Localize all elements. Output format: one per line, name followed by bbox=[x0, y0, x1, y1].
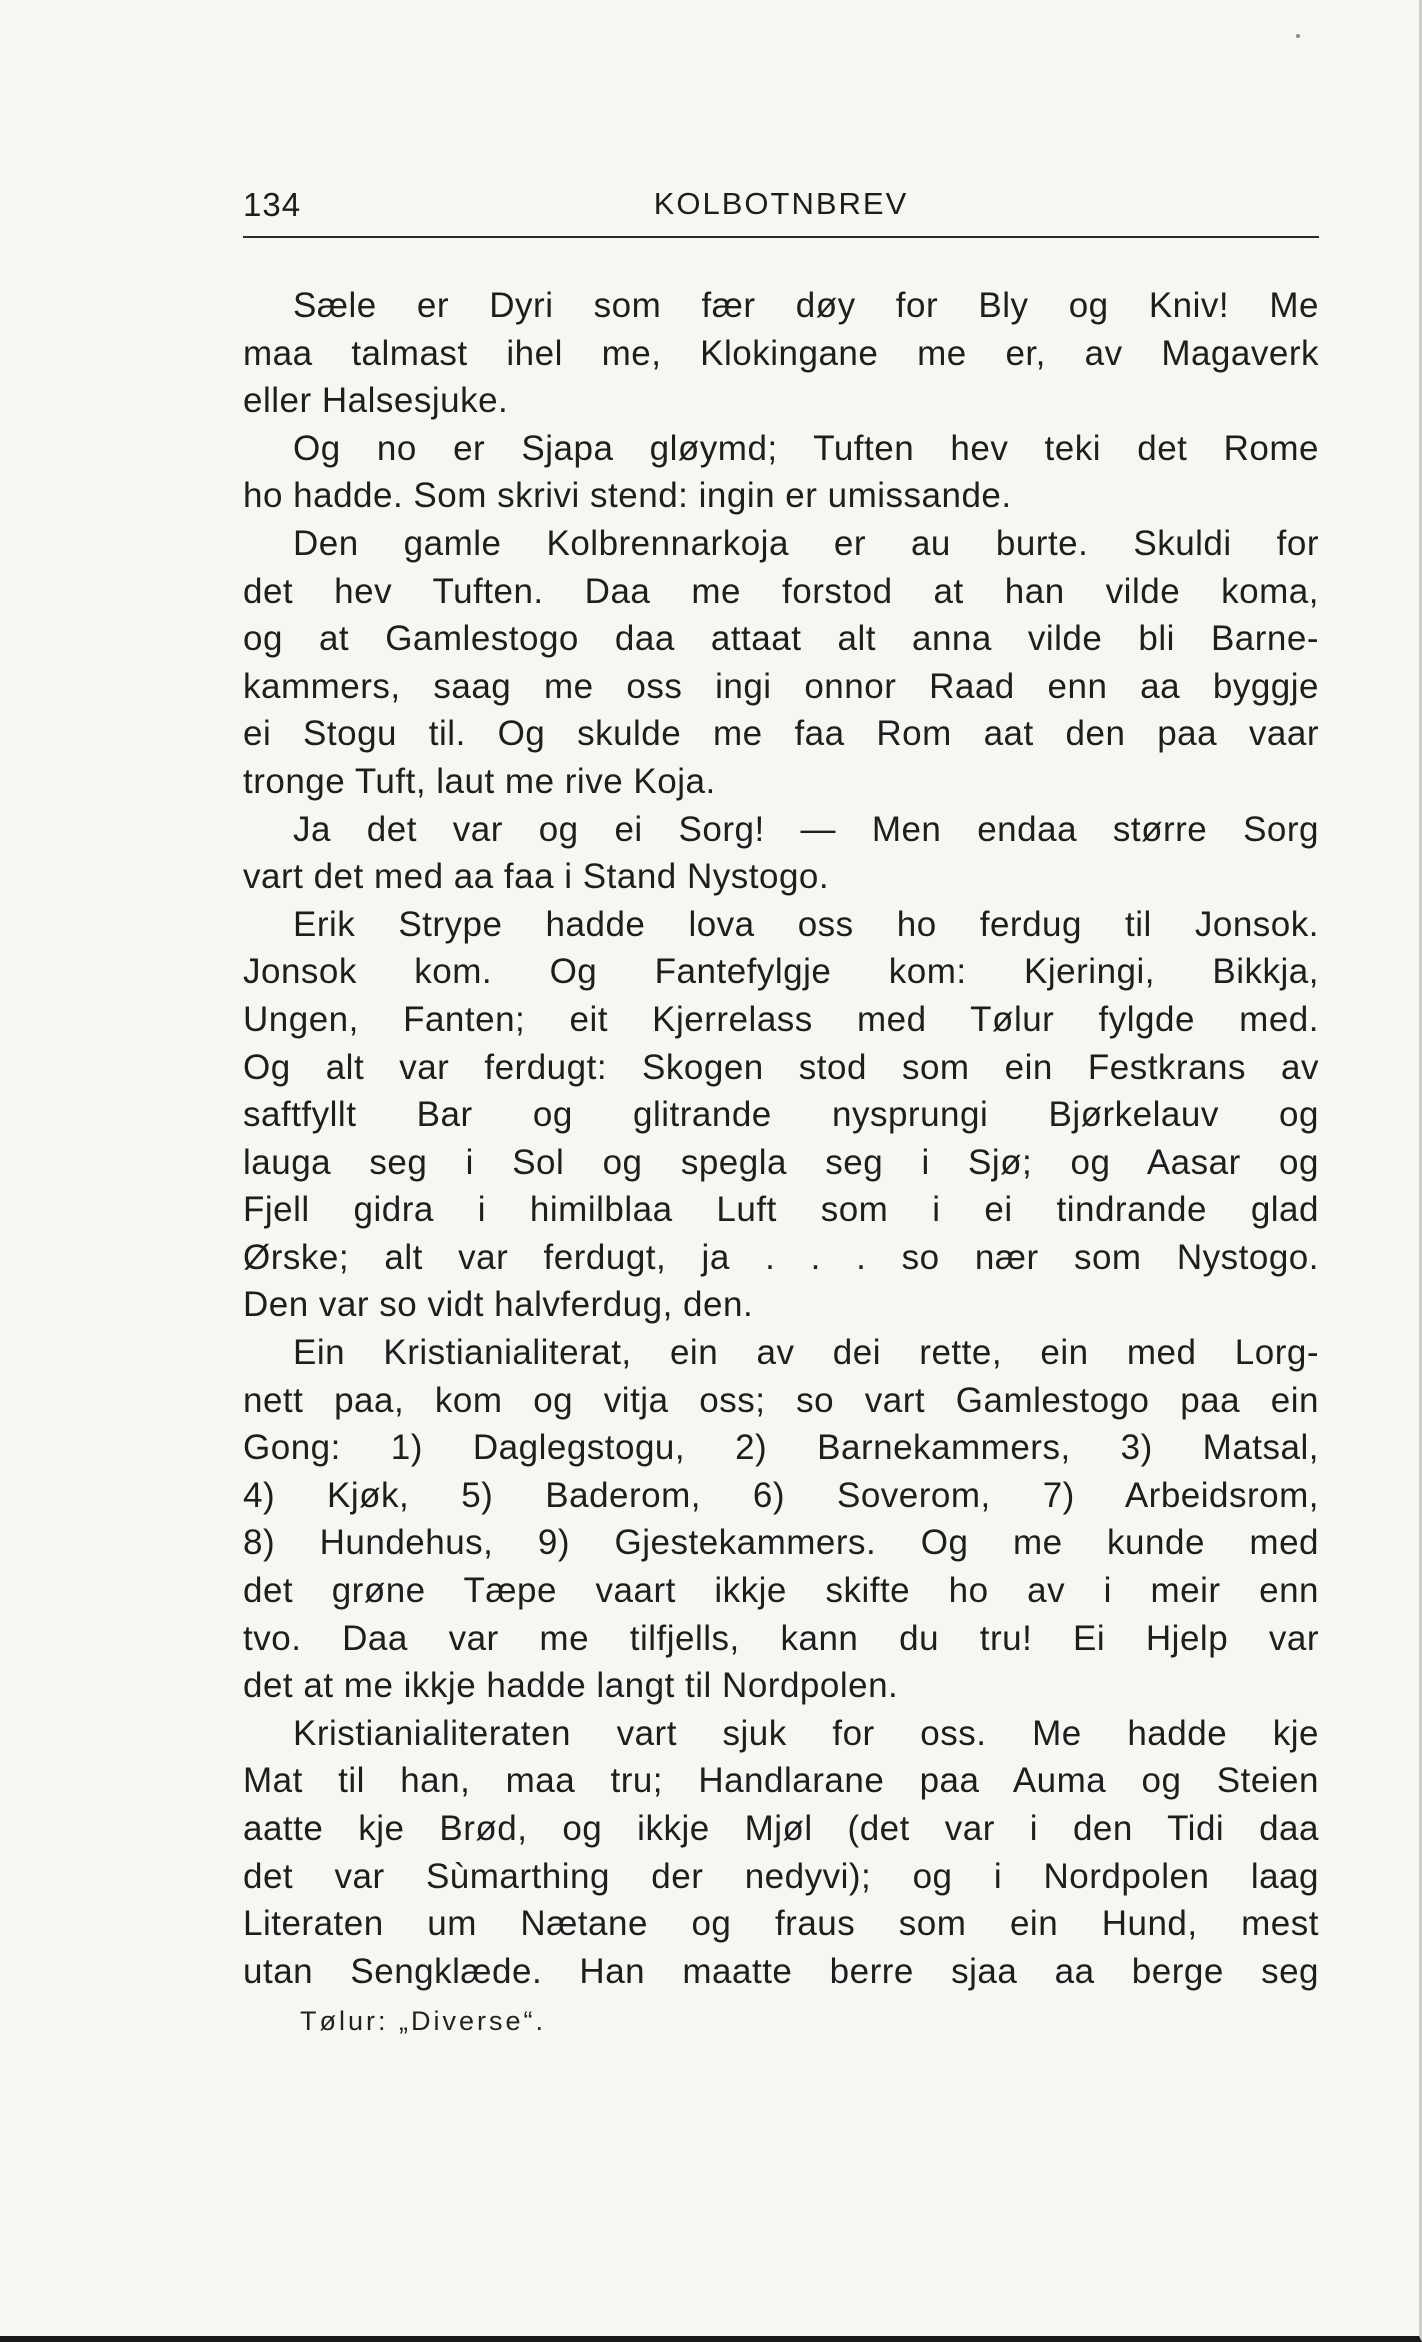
text-line: Ein Kristianialiterat, ein av dei rette, ein med Lorg- bbox=[293, 1333, 1319, 1373]
text-line: utan Sengklæde. Han maatte berre sjaa aa berge seg bbox=[243, 1951, 1319, 1991]
paper-speck bbox=[1296, 34, 1300, 38]
text-line: Den gamle Kolbrennarkoja er au burte. Skuldi for bbox=[293, 523, 1319, 563]
text-line: eller Halsesjuke. bbox=[243, 381, 509, 421]
text-line: 8) Hundehus, 9) Gjestekammers. Og me kunde med bbox=[243, 1523, 1319, 1563]
text-line: Jonsok kom. Og Fantefylgje kom: Kjeringi, Bikkja, bbox=[243, 952, 1319, 992]
text-line: Ørske; alt var ferdugt, ja . . . so nær som Nystogo. bbox=[243, 1237, 1319, 1277]
text-line: vart det med aa faa i Stand Nystogo. bbox=[243, 857, 830, 897]
text-line: Erik Strype hadde lova oss ho ferdug til Jonsok. bbox=[293, 904, 1319, 944]
text-line: kammers, saag me oss ingi onnor Raad enn aa byggje bbox=[243, 666, 1319, 706]
running-title: KOLBOTNBREV bbox=[653, 186, 909, 221]
text-line: Mat til han, maa tru; Handlarane paa Auma og Steien bbox=[243, 1761, 1319, 1801]
text-line: Sæle er Dyri som fær døy for Bly og Kniv! Me bbox=[293, 286, 1319, 325]
text-line: ho hadde. Som skrivi stend: ingin er umissande. bbox=[243, 476, 1012, 516]
text-line: Ja det var og ei Sorg! — Men endaa større Sorg bbox=[293, 809, 1319, 849]
text-line: det at me ikkje hadde langt til Nordpolen. bbox=[243, 1666, 899, 1706]
text-line: det var Sùmarthing der nedyvi); og i Nordpolen laag bbox=[243, 1856, 1319, 1896]
footer-signature: Tølur: „Diverse“. bbox=[300, 2006, 546, 2036]
text-line: Den var so vidt halvferdug, den. bbox=[243, 1285, 754, 1325]
text-line: det grøne Tæpe vaart ikkje skifte ho av i meir enn bbox=[243, 1571, 1319, 1611]
text-line: Literaten um Nætane og fraus som ein Hund, mest bbox=[243, 1904, 1319, 1944]
text-line: tronge Tuft, laut me rive Koja. bbox=[243, 761, 716, 801]
text-line: lauga seg i Sol og spegla seg i Sjø; og Aasar og bbox=[243, 1142, 1319, 1182]
text-line: aatte kje Brød, og ikkje Mjøl (det var i den Tidi daa bbox=[243, 1809, 1319, 1848]
text-line: og at Gamlestogo daa attaat alt anna vilde bli Barne- bbox=[243, 619, 1319, 659]
text-line: tvo. Daa var me tilfjells, kann du tru! Ei Hjelp var bbox=[243, 1618, 1319, 1658]
text-line: Og alt var ferdugt: Skogen stod som ein Festkrans av bbox=[243, 1047, 1319, 1087]
text-line: nett paa, kom og vitja oss; so vart Gamlestogo paa ein bbox=[243, 1380, 1319, 1420]
text-line: Kristianialiteraten vart sjuk for oss. Me hadde kje bbox=[293, 1713, 1319, 1753]
text-line: Og no er Sjapa gløymd; Tuften hev teki det Rome bbox=[293, 428, 1319, 468]
page-number: 134 bbox=[243, 186, 302, 223]
text-line: Ungen, Fanten; eit Kjerrelass med Tølur fylgde med. bbox=[243, 999, 1319, 1039]
body-text bbox=[243, 282, 1319, 1995]
text-line: ei Stogu til. Og skulde me faa Rom aat den paa vaar bbox=[243, 714, 1319, 754]
text-line: maa talmast ihel me, Klokingane me er, av Magaverk bbox=[243, 333, 1319, 373]
text-line: det hev Tuften. Daa me forstod at han vilde koma, bbox=[243, 571, 1319, 611]
text-line: saftfyllt Bar og glitrande nysprungi Bjørkelauv og bbox=[243, 1095, 1319, 1135]
text-line: Fjell gidra i himilblaa Luft som i ei tindrande glad bbox=[243, 1190, 1319, 1230]
text-line: 4) Kjøk, 5) Baderom, 6) Soverom, 7) Arbeidsrom, bbox=[243, 1475, 1319, 1515]
text-line: Gong: 1) Daglegstogu, 2) Barnekammers, 3) Matsal, bbox=[243, 1428, 1319, 1468]
page-header bbox=[243, 178, 1319, 238]
